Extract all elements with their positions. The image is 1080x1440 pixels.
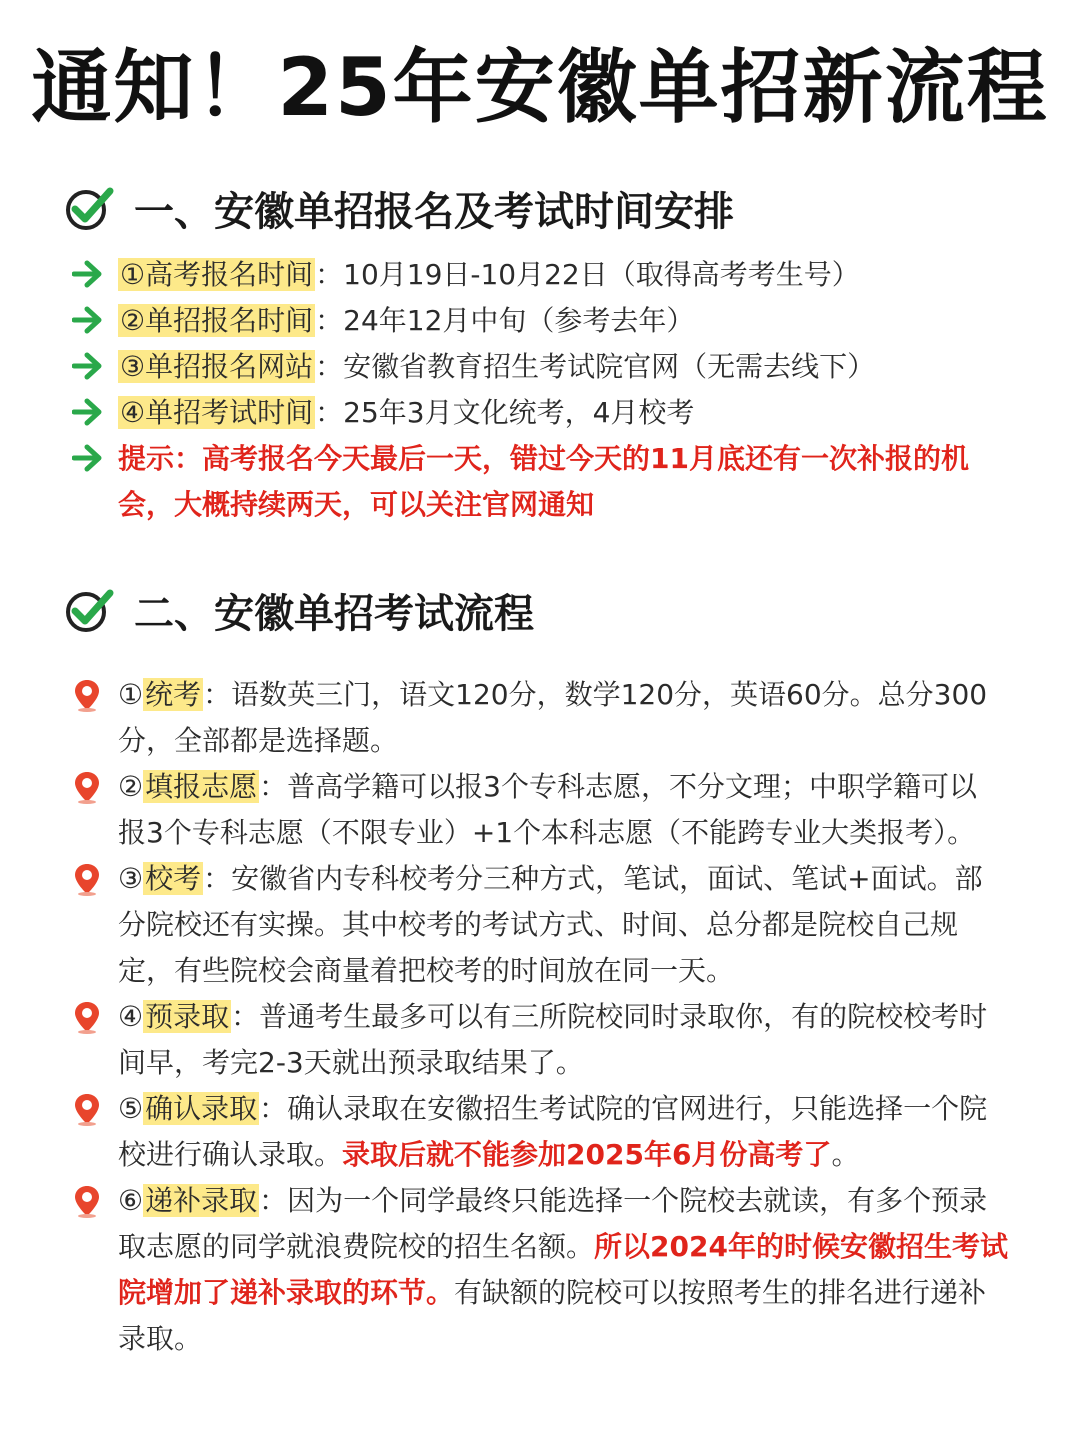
process-item: ⑤确认录取：确认录取在安徽招生考试院的官网进行，只能选择一个院 校进行确认录取。录取后就不能参加2025年6月份高考了。: [72, 1086, 1022, 1178]
warning-text: 录取后就不能参加2025年6月份高考了: [342, 1138, 832, 1171]
warning-text: 院增加了递补录取的环节。: [118, 1276, 455, 1309]
arrow-right-icon: [72, 444, 104, 472]
location-pin-icon: [72, 1184, 102, 1218]
page-title: 通知！25年安徽单招新流程: [31, 41, 1049, 134]
item-label: 确认录取: [145, 1092, 258, 1125]
arrow-right-icon: [72, 306, 104, 334]
section1-title: 一、安徽单招报名及考试时间安排: [134, 188, 734, 235]
process-item: ①统考：语数英三门，语文120分，数学120分，英语60分。总分300 分，全部都是选择题。: [72, 672, 1022, 764]
item-label: 递补录取: [145, 1184, 258, 1217]
item-value: 25年3月文化统考，4月校考: [343, 396, 695, 429]
location-pin-icon: [72, 770, 102, 804]
tip-item: [72, 436, 1032, 528]
schedule-item: ②单招报名时间：24年12月中旬（参考去年）: [72, 298, 1032, 344]
item-label: ①高考报名时间: [120, 258, 314, 291]
location-pin-icon: [72, 862, 102, 896]
tip-text-line2: 会，大概持续两天，可以关注官网通知: [118, 488, 595, 521]
tip-text-line1: 提示：高考报名今天最后一天，错过今天的11月底还有一次补报的机: [118, 442, 969, 475]
item-label: 预录取: [145, 1000, 230, 1033]
arrow-right-icon: [72, 352, 104, 380]
location-pin-icon: [72, 678, 102, 712]
schedule-item: ①高考报名时间：10月19日-10月22日（取得高考考生号）: [72, 252, 1032, 298]
section2-title: 二、安徽单招考试流程: [134, 590, 534, 637]
item-value: 24年12月中旬（参考去年）: [343, 304, 695, 337]
item-label: 校考: [145, 862, 202, 895]
item-label: ③单招报名网站: [120, 350, 314, 383]
process-item: ④预录取：普通考生最多可以有三所院校同时录取你，有的院校校考时 间早，考完2-3天就出预录取结果了。: [72, 994, 1022, 1086]
schedule-item: ④单招考试时间：25年3月文化统考，4月校考: [72, 390, 1032, 436]
arrow-right-icon: [72, 260, 104, 288]
arrow-right-icon: [72, 398, 104, 426]
item-label: ④单招考试时间: [120, 396, 314, 429]
warning-text: 所以2024年的时候安徽招生考试: [594, 1230, 1008, 1263]
process-item: ③校考：安徽省内专科校考分三种方式，笔试，面试、笔试+面试。部 分院校还有实操。其中校考的考试方式、时间、总分都是院校自己规 定，有些院校会商量着把校考的时间放在同一天。: [72, 856, 1022, 994]
location-pin-icon: [72, 1092, 102, 1126]
location-pin-icon: [72, 1000, 102, 1034]
item-value: 10月19日-10月22日（取得高考考生号）: [343, 258, 860, 291]
section1-heading: [64, 178, 734, 238]
section2-heading: [64, 580, 534, 640]
schedule-item: ③单招报名网站：安徽省教育招生考试院官网（无需去线下）: [72, 344, 1032, 390]
item-value: 安徽省教育招生考试院官网（无需去线下）: [343, 350, 876, 383]
process-item: ②填报志愿：普高学籍可以报3个专科志愿，不分文理；中职学籍可以 报3个专科志愿（不限专业）+1个本科志愿（不能跨专业大类报考）。: [72, 764, 1022, 856]
item-label: 统考: [145, 678, 202, 711]
item-label: ②单招报名时间: [120, 304, 314, 337]
process-item: ⑥递补录取：因为一个同学最终只能选择一个院校去就读，有多个预录 取志愿的同学就浪费院校的招生名额。所以2024年的时候安徽招生考试 院增加了递补录取的环节。有缺额的院校可以按照考生的排名进行递补 录取。: [72, 1178, 1022, 1362]
checkmark-circle-icon: [64, 185, 116, 231]
checkmark-circle-icon: [64, 587, 116, 633]
item-label: 填报志愿: [145, 770, 258, 803]
